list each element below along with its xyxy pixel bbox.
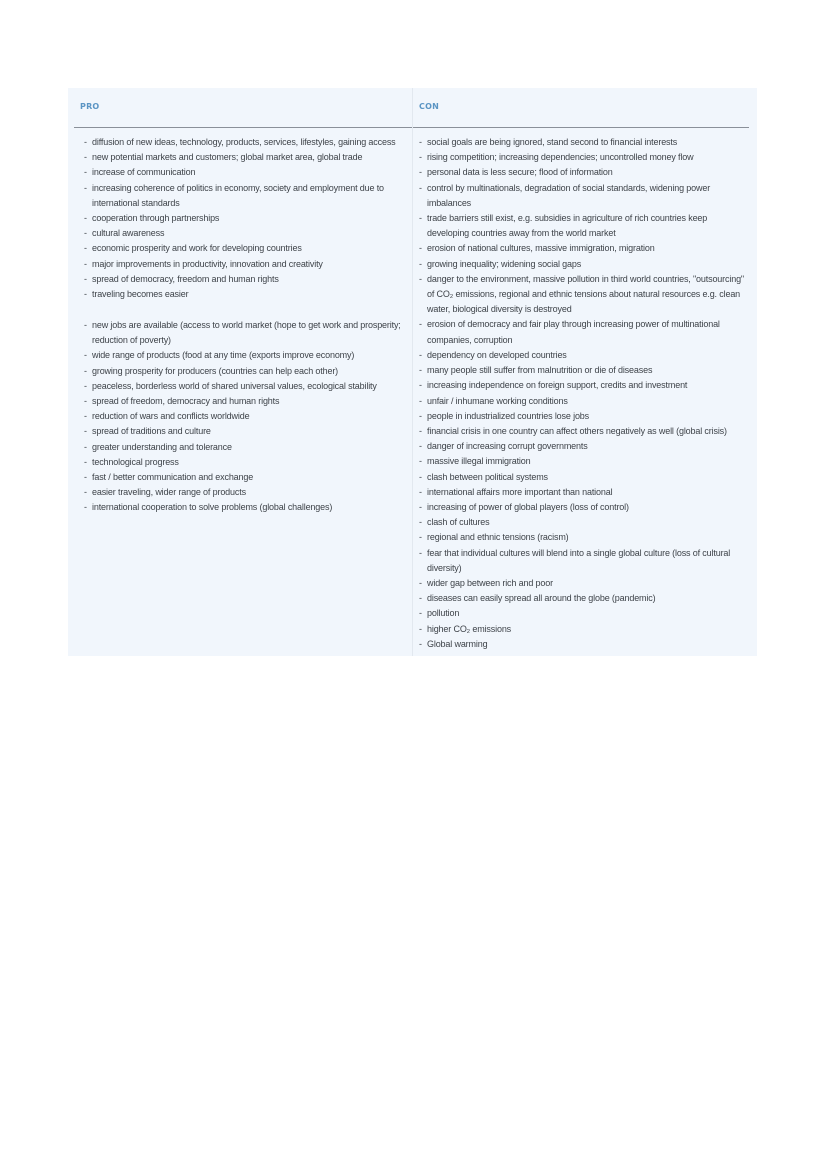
con-column (413, 88, 757, 656)
list-item: - diffusion of new ideas, technology, products, services, lifestyles, gaining access (84, 135, 408, 150)
list-item: - financial crisis in one country can affect others negatively as well (global crisis) (419, 424, 751, 439)
list-item: - spread of freedom, democracy and human rights (84, 394, 408, 409)
list-item: - wide range of products (food at any time (exports improve economy) (84, 348, 408, 363)
list-item: - increase of communication (84, 165, 408, 180)
list-item: - growing prosperity for producers (countries can help each other) (84, 364, 408, 379)
list-item: - rising competition; increasing dependencies; uncontrolled money flow (419, 150, 751, 165)
list-item: - international affairs more important than national (419, 485, 751, 500)
list-item: - higher CO₂ emissions (419, 622, 751, 637)
list-item: - unfair / inhumane working conditions (419, 394, 751, 409)
list-item: - erosion of democracy and fair play through increasing power of multinational companies, corruption (419, 317, 751, 347)
list-item: - spread of democracy, freedom and human rights (84, 272, 408, 287)
list-item: - dependency on developed countries (419, 348, 751, 363)
list-item: - trade barriers still exist, e.g. subsidies in agriculture of rich countries keep developing countries away from the world market (419, 211, 751, 241)
list-item: - fast / better communication and exchange (84, 470, 408, 485)
list-item: - Global warming (419, 637, 751, 652)
list-item: - traveling becomes easier (84, 287, 408, 302)
list-item: - wider gap between rich and poor (419, 576, 751, 591)
list-item: - growing inequality; widening social gaps (419, 257, 751, 272)
list-item: - increasing coherence of politics in economy, society and employment due to international standards (84, 181, 408, 211)
list-item: - pollution (419, 606, 751, 621)
list-item: - danger to the environment, massive pollution in third world countries, "outsourcing" of CO₂ emissions, regional and ethnic tensions about natural resources e.g. clean water, biological diversity is destroyed (419, 272, 751, 318)
list-item: - greater understanding and tolerance (84, 440, 408, 455)
list-item: - cooperation through partnerships (84, 211, 408, 226)
list-item: - social goals are being ignored, stand second to financial interests (419, 135, 751, 150)
list-item: - massive illegal immigration (419, 454, 751, 469)
list-item: - economic prosperity and work for developing countries (84, 241, 408, 256)
list-item: - clash between political systems (419, 470, 751, 485)
list-item: - easier traveling, wider range of products (84, 485, 408, 500)
list-item: - reduction of wars and conflicts worldwide (84, 409, 408, 424)
list-item: - major improvements in productivity, innovation and creativity (84, 257, 408, 272)
list-item: - cultural awareness (84, 226, 408, 241)
list-item: - new jobs are available (access to world market (hope to get work and prosperity; reduction of poverty) (84, 318, 408, 348)
list-item: - international cooperation to solve problems (global challenges) (84, 500, 408, 515)
list-item: - new potential markets and customers; global market area, global trade (84, 150, 408, 165)
pro-con-table (68, 88, 757, 656)
con-heading: CON (419, 102, 439, 111)
list-item: - peaceless, borderless world of shared universal values, ecological stability (84, 379, 408, 394)
list-item: - technological progress (84, 455, 408, 470)
list-item: - many people still suffer from malnutrition or die of diseases (419, 363, 751, 378)
con-list-2 (419, 348, 751, 652)
list-item: - increasing of power of global players (loss of control) (419, 500, 751, 515)
list-item: - spread of traditions and culture (84, 424, 408, 439)
list-item: - personal data is less secure; flood of information (419, 165, 751, 180)
list-item: - control by multinationals, degradation of social standards, widening power imbalances (419, 181, 751, 211)
pro-column (68, 88, 412, 656)
pro-heading: PRO (80, 102, 100, 111)
list-item: - danger of increasing corrupt governments (419, 439, 751, 454)
pro-list-1 (84, 135, 408, 302)
list-item: - erosion of national cultures, massive immigration, migration (419, 241, 751, 256)
con-list-1 (419, 135, 751, 348)
list-item: - diseases can easily spread all around the globe (pandemic) (419, 591, 751, 606)
list-item: - increasing independence on foreign support, credits and investment (419, 378, 751, 393)
list-item: - regional and ethnic tensions (racism) (419, 530, 751, 545)
pro-list-2 (84, 318, 408, 516)
list-item: - people in industrialized countries lose jobs (419, 409, 751, 424)
list-item: - fear that individual cultures will blend into a single global culture (loss of cultural diversity) (419, 546, 751, 576)
list-item: - clash of cultures (419, 515, 751, 530)
